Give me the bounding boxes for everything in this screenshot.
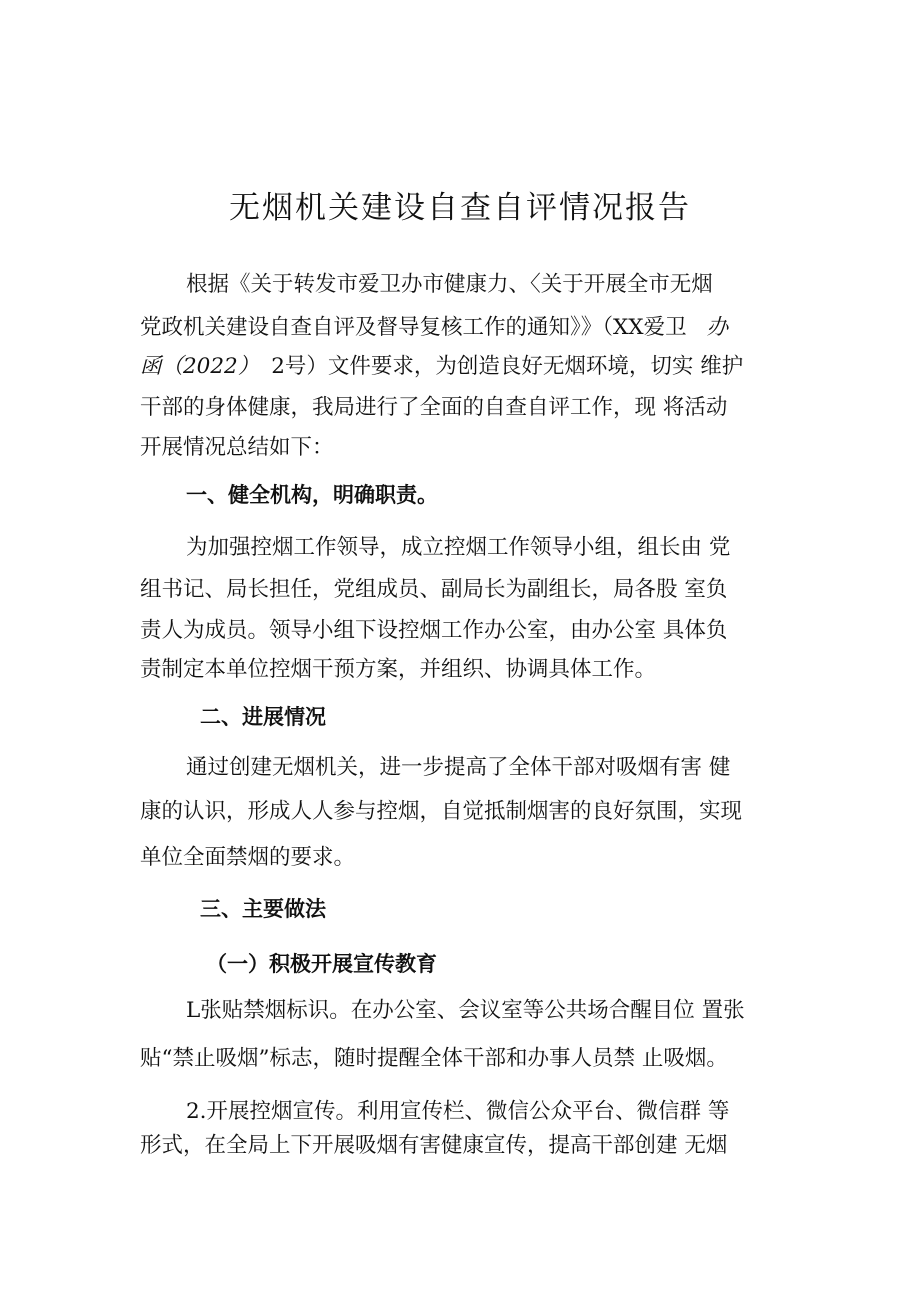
section-3-heading: 三、主要做法 — [200, 897, 326, 921]
section-1-heading: 一、健全机构，明确职责。 — [186, 483, 438, 507]
intro-line-2-italic: 办 — [706, 315, 729, 340]
section-1-line-4: 责制定本单位控烟干预方案，并组织、协调具体工作。 — [140, 657, 657, 682]
intro-line-3-italic: 函（2022） — [140, 354, 260, 379]
section-2-line-3: 单位全面禁烟的要求。 — [140, 845, 356, 870]
intro-line-1: 根据《关于转发市爱卫办市健康力、〈关于开展全市无烟 — [186, 272, 713, 297]
item-1-line-1: L张贴禁烟标识。在办公室、会议室等公共场合醒目位 置张 — [186, 998, 745, 1023]
section-2-line-2: 康的认识，形成人人参与控烟，自觉抵制烟害的良好氛围，实现 — [140, 799, 743, 824]
intro-line-5: 开展情况总结如下： — [140, 435, 334, 460]
item-2-line-2: 形式，在全局上下开展吸烟有害健康宣传，提高干部创建 无烟 — [140, 1133, 728, 1158]
section-2-heading: 二、进展情况 — [200, 705, 326, 729]
section-1-line-3: 责人为成员。领导小组下设控烟工作办公室，由办公室 具体负 — [140, 618, 728, 643]
item-1-line-2: 贴“禁止吸烟”标志，随时提醒全体干部和办事人员禁 止吸烟。 — [140, 1046, 728, 1071]
intro-line-2 — [140, 313, 728, 343]
section-2-line-1: 通过创建无烟机关，进一步提高了全体干部对吸烟有害 健 — [186, 755, 731, 780]
document-title: 无烟机关建设自查自评情况报告 — [229, 190, 691, 226]
section-1-line-2: 组书记、局长担任，党组成员、副局长为副组长，局各股 室负 — [140, 577, 728, 602]
item-2-line-1: 2.开展控烟宣传。利用宣传栏、微信公众平台、微信群 等 — [186, 1099, 730, 1124]
intro-line-3 — [140, 352, 743, 382]
intro-line-4: 干部的身体健康，我局进行了全面的自查自评工作，现 将活动 — [140, 395, 728, 420]
intro-line-3-text: 2号）文件要求，为创造良好无烟环境，切实 维护 — [271, 354, 744, 379]
section-1-line-1: 为加强控烟工作领导，成立控烟工作领导小组，组长由 党 — [186, 535, 731, 560]
section-3-subheading-1: （一）积极开展宣传教育 — [206, 952, 437, 976]
intro-line-2-text: 党政机关建设自查自评及督导复核工作的通知》》（XX爱卫 — [140, 315, 687, 340]
